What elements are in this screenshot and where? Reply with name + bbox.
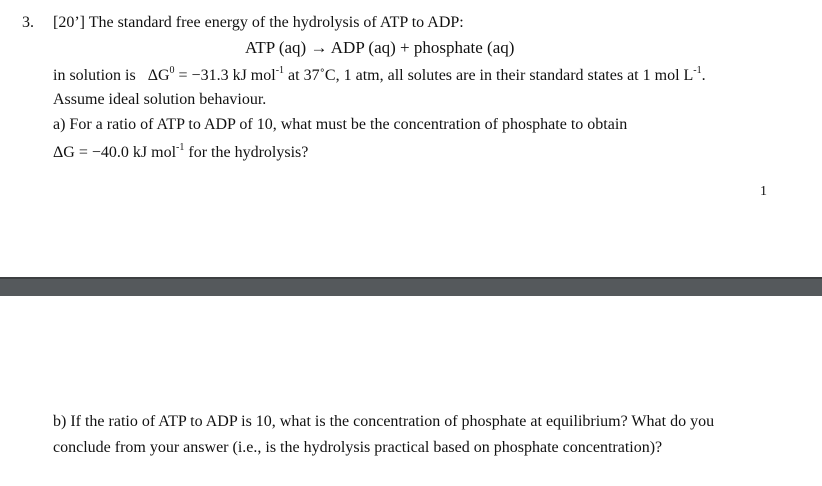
standard-delta-g-value: = −31.3 kJ mol [178,67,276,84]
question-number: 3. [22,14,34,31]
sentence-end: . [701,67,706,84]
delta-g-symbol: ΔG [147,67,170,84]
target-delta-g-value: = −40.0 kJ mol [74,144,177,161]
part-a-tail: for the hydrolysis? [184,144,309,161]
part-a-question: a) For a ratio of ATP to ADP of 10, what must be the concentration of phosphate to obtain [53,116,628,133]
liter-exponent: -1 [693,65,702,76]
standard-free-energy-line [53,67,706,85]
part-b-question-line1: b) If the ratio of ATP to ADP is 10, what is the concentration of phosphate at equilibrium? What do you [53,413,715,430]
mol-exponent-a: -1 [176,142,185,153]
assumption-text: Assume ideal solution behaviour. [53,91,267,108]
part-b-question-line2: conclude from your answer (i.e., is the hydrolysis practical based on phosphate concentration)? [53,439,663,456]
part-a-target-line [53,144,308,162]
delta-g-symbol-a: ΔG [53,144,75,161]
question-header: [20’] The standard free energy of the hydrolysis of ATP to ADP: [53,14,464,31]
standard-intro-text: in solution is [53,67,136,84]
page-break-divider [0,277,822,296]
conditions-text: at 37˚C, 1 atm, all solutes are in their standard states at 1 mol L [288,67,694,84]
hydrolysis-equation: ATP (aq) → ADP (aq) + phosphate (aq) [245,38,515,57]
standard-state-superscript: 0 [169,65,175,76]
page-number: 1 [760,184,767,199]
mol-exponent: -1 [275,65,285,76]
